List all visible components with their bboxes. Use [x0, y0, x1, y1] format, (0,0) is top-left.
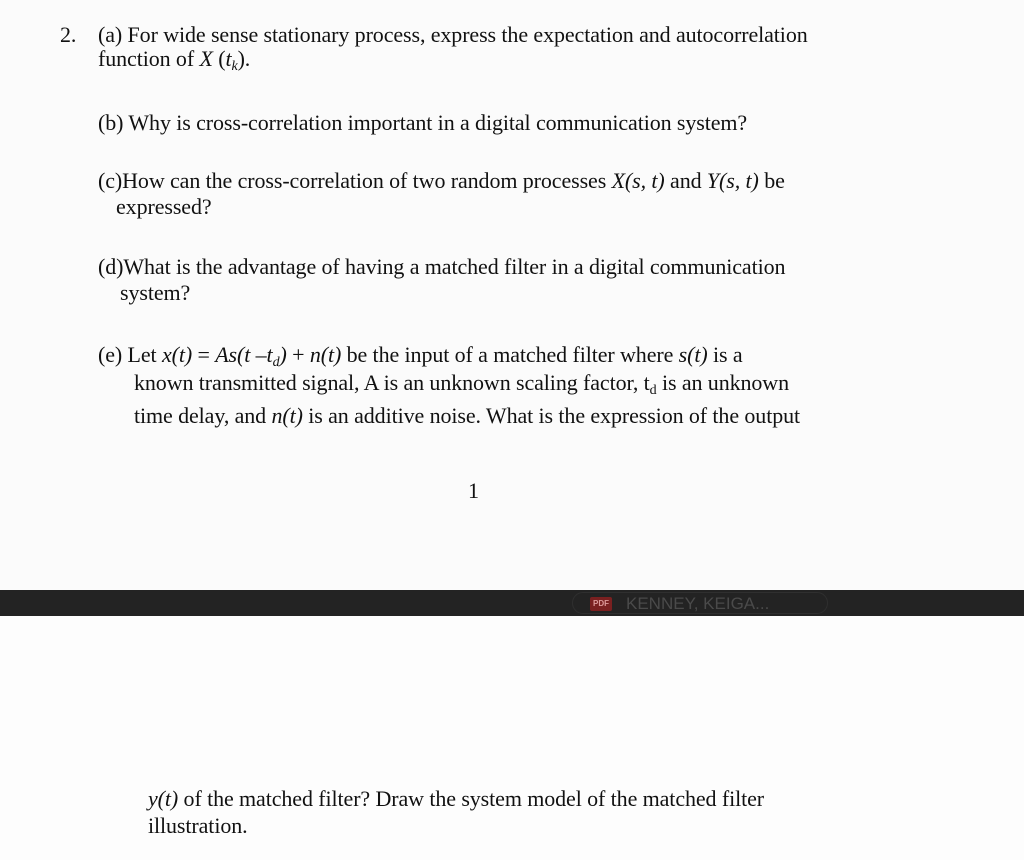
part-c-line-2: expressed? [116, 194, 212, 219]
part-b-label: (b) [98, 110, 124, 135]
part-e-is-a: is a [707, 342, 743, 367]
part-d-line-1 [98, 254, 785, 280]
expr-as-close: ) [279, 342, 287, 367]
part-d-label: (d) [98, 254, 124, 279]
expr-y-t: y(t) [148, 786, 179, 811]
part-e-line-3 [134, 403, 800, 429]
pdf-icon: PDF [590, 597, 612, 611]
expr-x-s-t: X(s, t) [611, 168, 665, 193]
expr-x-t: x(t) [161, 342, 193, 367]
paren-close: ). [237, 46, 251, 71]
part-c-label: (c) [98, 168, 123, 193]
part-c-be: be [758, 168, 785, 193]
part-c-line-1 [98, 168, 785, 194]
expr-n-t-2: n(t) [271, 403, 303, 428]
part-e-cont-text-1: of the matched filter? Draw the system model of the matched filter [178, 786, 765, 811]
plus-sign: + [286, 342, 310, 367]
document-page-2 [0, 616, 1024, 860]
part-e-cont-line-2: illustration. [148, 813, 248, 838]
file-tab-name[interactable]: KENNEY, KEIGA... [626, 594, 770, 613]
expr-s-t: s(t) [678, 342, 708, 367]
part-e-text-1: be the input of a matched filter where [341, 342, 679, 367]
equals-sign: = [192, 342, 216, 367]
page-separator-bar [0, 590, 1024, 616]
part-b [98, 110, 747, 136]
part-c-and: and [664, 168, 707, 193]
sub-d-2: d [649, 383, 657, 398]
part-e-line-2 [134, 370, 789, 396]
page-number: 1 [468, 478, 479, 503]
part-e-text-3: time delay, and [134, 403, 272, 428]
question-number: 2. [60, 22, 77, 47]
part-a-line-2 [98, 46, 250, 72]
part-a-label: (a) [98, 22, 123, 47]
part-d-text-1: What is the advantage of having a matched filter in a digital communication [123, 254, 786, 279]
part-e-line-1 [98, 342, 743, 368]
part-c-text-1: How can the cross-correlation of two random processes [122, 168, 612, 193]
part-b-text: Why is cross-correlation important in a digital communication system? [128, 110, 748, 135]
part-e-text-2-end: is an unknown [656, 370, 789, 395]
var-x: X [199, 46, 213, 71]
part-e-let: Let [127, 342, 162, 367]
part-e-label: (e) [98, 342, 123, 367]
part-a-line-1 [98, 22, 808, 48]
part-e-text-3-end: is an additive noise. What is the expression of the output [302, 403, 801, 428]
expr-n-t: n(t) [309, 342, 342, 367]
part-e-text-2: known transmitted signal, A is an unknown scaling factor, t [134, 370, 650, 395]
part-a-text-1: For wide sense stationary process, express the expectation and autocorrelation [127, 22, 808, 47]
part-a-text-2: function of [98, 46, 200, 71]
expr-y-s-t: Y(s, t) [706, 168, 759, 193]
part-e-cont-line-1 [148, 786, 764, 812]
sub-k: k [231, 59, 238, 74]
sub-d: d [272, 355, 280, 370]
paren-open: ( [212, 46, 226, 71]
var-t: t [225, 46, 232, 71]
part-d-line-2: system? [120, 280, 191, 305]
expr-as: As(t –t [215, 342, 273, 367]
